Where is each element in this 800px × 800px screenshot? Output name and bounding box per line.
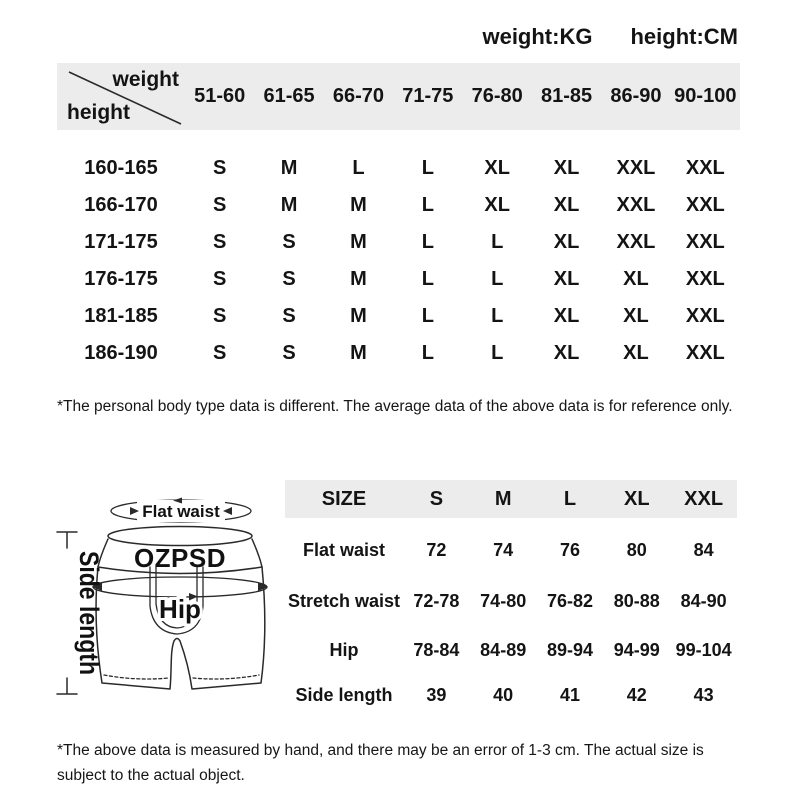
size-cell: M: [350, 268, 367, 290]
size-cell: XXL: [616, 231, 656, 253]
size-cell: XL: [553, 231, 580, 253]
measurement-value: 72: [426, 539, 447, 560]
size-cell: S: [282, 342, 296, 364]
size-chart-table: [57, 63, 740, 372]
measurement-value: 76-82: [546, 590, 594, 611]
size-cell: L: [421, 342, 434, 364]
size-col-header: M: [494, 487, 512, 510]
measurement-disclaimer: *The above data is measured by hand, and there may be an error of 1-3 cm. The actual size is subject to the actual object.: [57, 742, 704, 784]
boxer-shorts-diagram: [40, 466, 290, 728]
measurement-value: 72-78: [413, 590, 460, 611]
size-chart-disclaimer: *The personal body type data is different. The average data of the above data is for reference only.: [57, 398, 733, 415]
weight-col-header: 81-85: [540, 85, 593, 107]
measurement-value: 42: [626, 684, 647, 705]
measurement-value: 78-84: [413, 639, 460, 660]
size-cell: S: [282, 231, 296, 253]
size-cell: L: [421, 305, 434, 327]
size-cell: M: [350, 342, 367, 364]
brand-logo: OZPSD: [133, 543, 227, 573]
measurement-body: [285, 527, 737, 719]
size-cell: L: [491, 305, 504, 327]
measurement-row-label: Side length: [295, 684, 393, 705]
size-cell: L: [491, 231, 504, 253]
measurement-value: 94-99: [613, 639, 660, 660]
size-cell: L: [491, 342, 504, 364]
measurement-value: 99-104: [675, 639, 732, 660]
weight-col-header: 51-60: [194, 85, 246, 107]
table-row: [57, 150, 740, 187]
size-cell: M: [280, 194, 298, 216]
weight-col-header: 61-65: [263, 85, 315, 107]
measurement-value: 80: [626, 539, 647, 560]
corner-cell: [57, 63, 185, 130]
measurement-row-label: Stretch waist: [287, 590, 401, 611]
size-cell: XL: [623, 268, 649, 290]
measurement-value: 43: [693, 684, 714, 705]
measurement-value: 89-94: [546, 639, 594, 660]
side-length-measure-line: [57, 532, 77, 694]
size-cell: S: [213, 194, 227, 216]
weight-col-header: 90-100: [674, 85, 737, 107]
size-cell: XL: [623, 305, 649, 327]
size-cell: XXL: [616, 194, 656, 216]
corner-height-label: height: [67, 101, 130, 124]
height-row-label: 160-165: [84, 157, 158, 179]
size-cell: L: [421, 268, 434, 290]
size-cell: XXL: [685, 231, 725, 253]
measurement-value: 39: [426, 684, 447, 705]
size-cell: M: [350, 231, 367, 253]
height-row-label: 176-175: [84, 268, 158, 290]
height-row-label: 171-175: [84, 231, 158, 253]
measurement-value: 80-88: [613, 590, 660, 611]
measurement-value: 40: [493, 684, 514, 705]
measurement-header-row: [285, 480, 737, 518]
table-row: [57, 224, 740, 261]
size-cell: S: [282, 268, 296, 290]
weight-col-header: 76-80: [471, 85, 523, 107]
size-cell: XL: [623, 342, 649, 364]
units-note: [482, 24, 738, 50]
size-cell: XXL: [685, 194, 725, 216]
size-cell: L: [421, 194, 434, 216]
size-cell: L: [352, 157, 365, 179]
size-cell: S: [282, 305, 296, 327]
table-row: [285, 527, 737, 573]
size-cell: XL: [553, 268, 580, 290]
table-row: [57, 335, 740, 372]
hip-diagram-label: Hip: [159, 594, 201, 624]
height-row-label: 186-190: [84, 342, 158, 364]
size-cell: S: [213, 305, 227, 327]
table-row: [57, 261, 740, 298]
size-col-header: XXL: [684, 487, 724, 510]
size-cell: M: [350, 305, 367, 327]
size-chart-header-row: [57, 63, 740, 130]
size-cell: XL: [553, 342, 580, 364]
height-unit-label: height:CM: [630, 24, 738, 49]
size-cell: XXL: [685, 305, 725, 327]
size-cell: S: [213, 342, 227, 364]
size-cell: L: [421, 157, 434, 179]
size-cell: S: [213, 268, 227, 290]
size-cell: XXL: [685, 342, 725, 364]
measurement-value: 74: [493, 539, 514, 560]
size-cell: L: [421, 231, 434, 253]
size-cell: S: [213, 157, 227, 179]
size-cell: XL: [553, 305, 580, 327]
size-cell: XXL: [685, 268, 725, 290]
size-col-header: XL: [624, 487, 650, 510]
size-col-header: L: [563, 487, 577, 510]
measurement-value: 41: [559, 684, 580, 705]
measurement-value: 84-89: [480, 639, 527, 660]
weight-col-header: 86-90: [610, 85, 662, 107]
size-cell: M: [280, 157, 298, 179]
measurement-value: 76: [559, 539, 580, 560]
size-col-header: S: [429, 487, 444, 510]
size-col-header: SIZE: [321, 487, 367, 510]
size-chart-body: [57, 150, 740, 372]
table-row: [285, 671, 737, 719]
flat-waist-diagram-label: Flat waist: [142, 502, 220, 521]
measurement-row-label: Flat waist: [302, 539, 386, 560]
table-row: [57, 298, 740, 335]
measurement-value: 84: [693, 539, 714, 560]
table-row: [285, 629, 737, 671]
weight-unit-label: weight:KG: [482, 24, 593, 49]
size-cell: S: [213, 231, 227, 253]
measurement-value: 74-80: [480, 590, 527, 611]
side-length-diagram-label: Side length: [74, 551, 104, 697]
size-cell: XL: [553, 194, 580, 216]
size-cell: XL: [553, 157, 580, 179]
corner-weight-label: weight: [112, 68, 179, 91]
table-row: [285, 573, 737, 629]
size-cell: M: [350, 194, 367, 216]
height-row-label: 181-185: [84, 305, 158, 327]
weight-col-header: 71-75: [402, 85, 454, 107]
measurement-value: 84-90: [680, 590, 727, 611]
size-cell: XXL: [685, 157, 725, 179]
table-row: [57, 187, 740, 224]
size-cell: XL: [484, 194, 510, 216]
size-cell: XL: [484, 157, 510, 179]
size-cell: XXL: [616, 157, 656, 179]
size-cell: L: [491, 268, 504, 290]
measurement-row-label: Hip: [329, 639, 359, 660]
weight-col-header: 66-70: [332, 85, 385, 107]
measurement-table: [285, 480, 737, 719]
height-row-label: 166-170: [84, 194, 158, 216]
